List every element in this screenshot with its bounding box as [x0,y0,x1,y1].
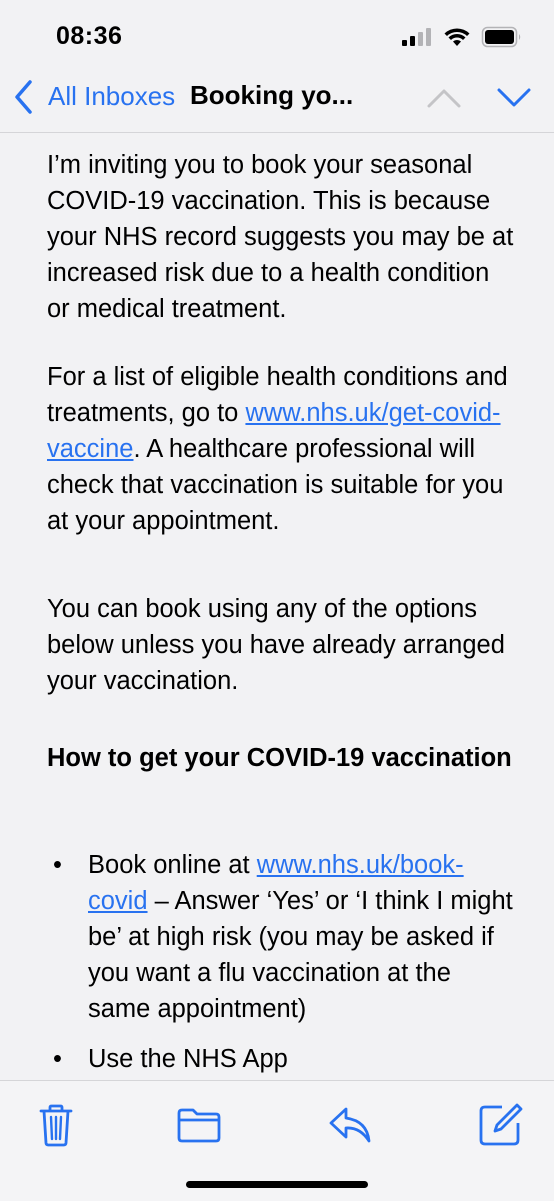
chevron-up-icon[interactable] [424,82,464,112]
nav-bar [0,62,554,133]
status-time: 08:36 [56,22,123,50]
paragraph-eligibility [47,359,517,539]
chevron-left-icon[interactable] [8,78,42,116]
home-indicator[interactable] [186,1181,368,1188]
link-get-covid-vaccine[interactable]: www.nhs.uk/get-covid-vaccine [47,399,501,463]
trash-icon[interactable] [32,1101,80,1149]
link-book-covid[interactable]: www.nhs.uk/book-covid [88,851,464,915]
list-item-text-before: Book online at [88,851,257,879]
status-bar [0,0,554,62]
folder-icon[interactable] [175,1101,223,1149]
reply-icon[interactable] [326,1101,374,1149]
back-button[interactable]: All Inboxes [48,81,176,111]
email-body[interactable] [0,133,554,1080]
chevron-down-icon[interactable] [494,82,534,112]
list-item [47,847,517,1027]
email-subject-title: Booking yo... [190,80,354,110]
paragraph-eligibility-text-after: . A healthcare professional will check that vaccination is suitable for you at your appointment. [47,435,504,535]
paragraph-eligibility-text-before: For a list of eligible health conditions and treatments, go to [47,363,508,427]
paragraph-invitation: I’m inviting you to book your seasonal COVID-19 vaccination. This is because your NHS record suggests you may be at increased risk due to a health condition or medical treatment. [47,151,514,323]
status-icons [402,27,522,47]
list-item: • Use the NHS App [47,1041,517,1077]
list-item-text-after: – Answer ‘Yes’ or ‘I think I might be’ at high risk (you may be asked if you want a flu vaccination at the same appointment) [88,887,513,1023]
paragraph-booking-options: You can book using any of the options below unless you have already arranged your vaccination. [47,595,505,695]
battery-icon [482,27,522,47]
compose-icon[interactable] [476,1101,524,1149]
cellular-signal-icon [402,28,432,46]
wifi-icon [444,28,470,47]
section-heading: How to get your COVID-19 vaccination [47,744,512,772]
